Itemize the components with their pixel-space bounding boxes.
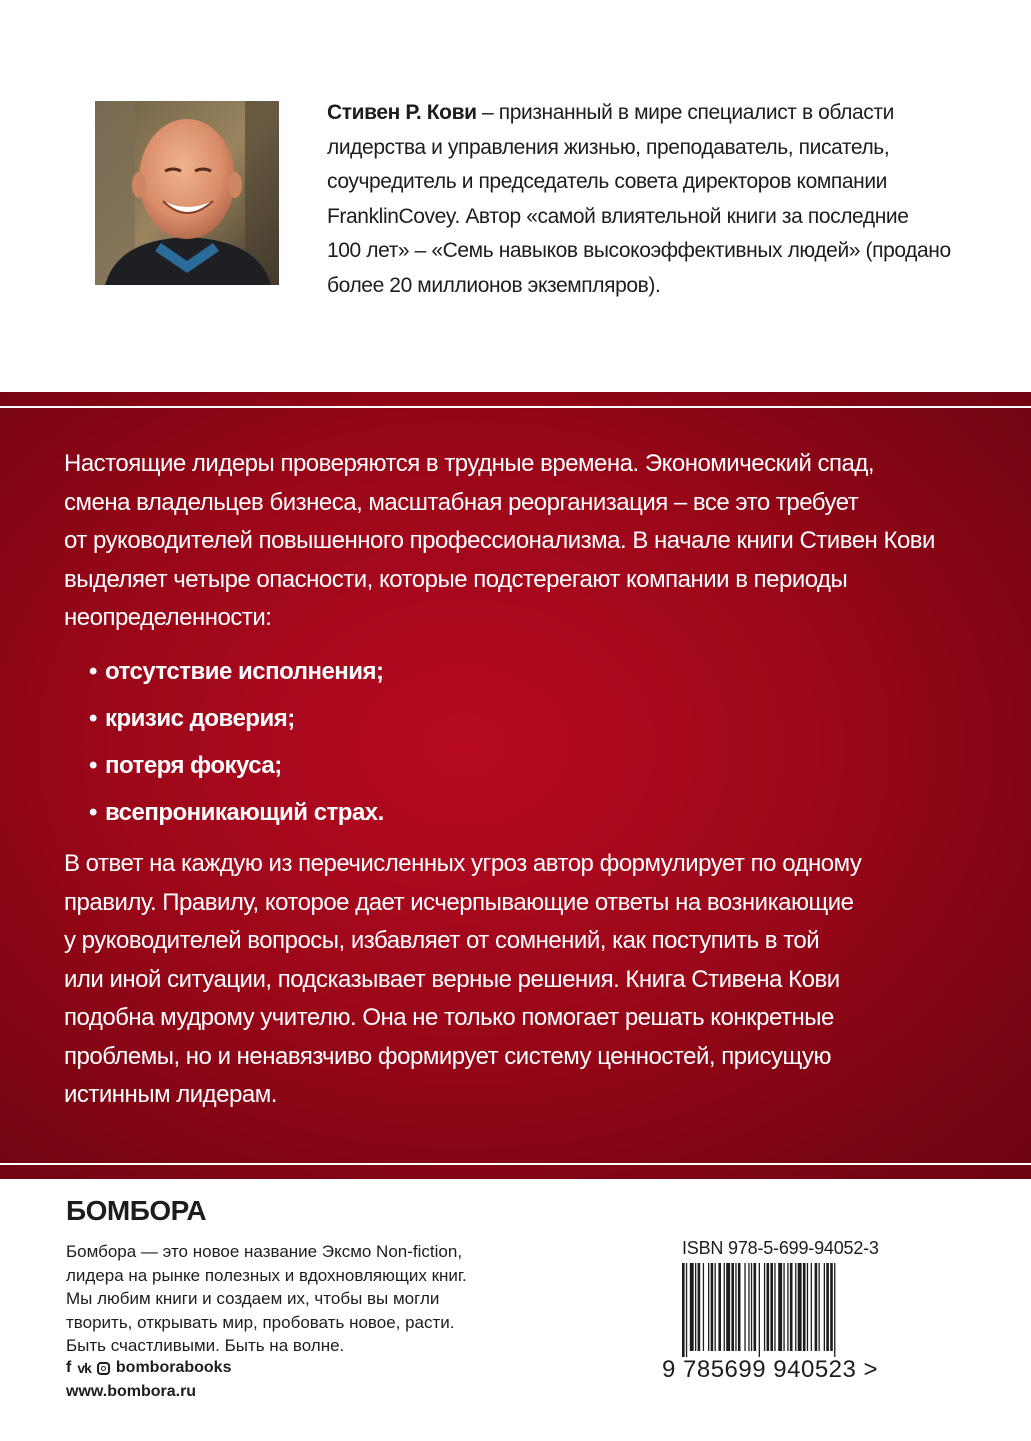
barcode-bar xyxy=(751,1263,752,1351)
author-photo xyxy=(95,101,279,285)
barcode-bar xyxy=(807,1263,808,1351)
author-bio-line: более 20 миллионов экземпляров). xyxy=(327,273,661,297)
publisher-description xyxy=(66,1240,546,1358)
intro-line: от руководителей повышенного профессионализма. В начале книги Стивен Кови xyxy=(64,527,935,554)
barcode-bar xyxy=(834,1263,835,1357)
barcode-bar xyxy=(731,1263,734,1351)
author-bio-line: 100 лет» – «Семь навыков высокоэффективных людей» (продано xyxy=(327,239,951,262)
annotation-band xyxy=(0,392,1031,1179)
publisher-desc-line: Бомбора — это новое название Эксмо Non-fiction, xyxy=(66,1242,463,1261)
author-bio xyxy=(327,96,967,303)
bullet-marker: • xyxy=(89,658,97,685)
intro-line: выделяет четыре опасности, которые подстерегают компании в периоды xyxy=(64,565,848,593)
facebook-icon[interactable]: f xyxy=(66,1359,72,1376)
barcode-bar xyxy=(726,1263,730,1351)
list-item-text: всепроникающий страх. xyxy=(105,799,384,826)
bullet-marker: • xyxy=(89,705,97,732)
author-bio-line: соучредитель и председатель совета директоров компании xyxy=(327,170,888,193)
barcode-bar xyxy=(718,1263,721,1351)
barcode xyxy=(682,1263,882,1357)
list-item xyxy=(89,789,384,836)
conclusion-line: или иной ситуации, подсказывает верные решения. Книга Стивена Кови xyxy=(64,965,840,993)
barcode-bar xyxy=(774,1263,775,1351)
vk-icon[interactable]: vk xyxy=(77,1360,91,1376)
intro-line: Настоящие лидеры проверяются в трудные времена. Экономический спад, xyxy=(64,450,875,477)
conclusion-line: истинным лидерам. xyxy=(64,1081,277,1108)
publisher-desc-line: Мы любим книги и создаем их, чтобы вы могли xyxy=(66,1289,440,1308)
publisher-logo: БОМБОРА xyxy=(66,1195,207,1226)
barcode-bar xyxy=(748,1263,749,1351)
barcode-bar xyxy=(778,1263,782,1351)
barcode-bar xyxy=(711,1263,714,1351)
barcode-bar xyxy=(715,1263,716,1351)
barcode-bar xyxy=(698,1263,701,1351)
barcode-bar xyxy=(764,1263,765,1351)
barcode-bar xyxy=(770,1263,773,1351)
barcode-bar xyxy=(830,1263,833,1351)
band-bottom-rule xyxy=(0,1163,1031,1165)
barcode-bar xyxy=(682,1263,685,1357)
barcode-bar xyxy=(690,1263,694,1351)
publisher-desc-line: Быть счастливыми. Быть на волне. xyxy=(66,1336,345,1355)
barcode-bar xyxy=(824,1263,825,1351)
barcode-bar xyxy=(790,1263,793,1351)
barcode-bar xyxy=(703,1263,704,1351)
intro-line: неопределенности: xyxy=(64,604,272,631)
barcode-bar xyxy=(724,1263,725,1351)
list-item xyxy=(89,695,384,742)
conclusion-line: правилу. Правилу, которое дает исчерпывающие ответы на возникающие xyxy=(64,888,854,916)
instagram-icon[interactable] xyxy=(97,1362,110,1375)
publisher-site[interactable]: www.bombora.ru xyxy=(66,1383,197,1400)
list-item xyxy=(89,742,384,789)
list-item-text: кризис доверия; xyxy=(105,705,295,732)
author-bio-line: FranklinCovey. Автор «самой влиятельной книги за последние xyxy=(327,204,909,228)
dangers-list xyxy=(89,648,384,836)
conclusion-line: подобна мудрому учителю. Она не только помогает решать конкретные xyxy=(64,1004,834,1031)
barcode-bar xyxy=(783,1263,784,1351)
publisher-desc-line: лидера на рынке полезных и вдохновляющих книг. xyxy=(66,1265,467,1285)
band-top-rule xyxy=(0,406,1031,408)
intro-line: смена владельцев бизнеса, масштабная реорганизация – все это требует xyxy=(64,488,859,516)
author-bio-line: – признанный в мире специалист в области xyxy=(476,101,894,124)
barcode-bar xyxy=(754,1263,757,1351)
barcode-bar xyxy=(811,1263,812,1351)
barcode-bar xyxy=(767,1263,770,1351)
barcode-bar xyxy=(815,1263,818,1351)
barcode-bar xyxy=(695,1263,696,1351)
barcode-bar xyxy=(759,1263,760,1357)
barcode-bar xyxy=(686,1263,687,1357)
intro-paragraph xyxy=(64,445,974,638)
list-item-text: отсутствие исполнения; xyxy=(105,658,384,685)
list-item xyxy=(89,648,384,695)
barcode-bar xyxy=(738,1263,741,1351)
barcode-bar xyxy=(826,1263,829,1351)
bullet-marker: • xyxy=(89,752,97,779)
conclusion-line: проблемы, но и ненавязчиво формирует систему ценностей, присущую xyxy=(64,1042,831,1070)
barcode-bar xyxy=(819,1263,820,1351)
barcode-bar xyxy=(708,1263,709,1351)
conclusion-line: у руководителей вопросы, избавляет от сомнений, как поступить в той xyxy=(64,927,820,954)
barcode-bar xyxy=(798,1263,802,1351)
barcode-bar xyxy=(735,1263,736,1351)
barcode-bar xyxy=(795,1263,796,1351)
barcode-digits: 9 785699 940523 > xyxy=(662,1356,879,1383)
social-handle[interactable]: bomborabooks xyxy=(115,1359,232,1376)
barcode-bar xyxy=(787,1263,788,1351)
barcode-bar xyxy=(744,1263,745,1351)
bullet-marker: • xyxy=(89,799,97,826)
publisher-desc-line: творить, открывать мир, пробовать новое, расти. xyxy=(66,1312,455,1332)
conclusion-paragraph xyxy=(64,845,974,1115)
conclusion-line: В ответ на каждую из перечисленных угроз автор формулирует по одному xyxy=(64,850,862,877)
social-links xyxy=(66,1359,231,1377)
barcode-bar xyxy=(803,1263,806,1351)
author-name: Стивен Р. Кови xyxy=(327,101,477,124)
author-bio-line: лидерства и управления жизнью, преподаватель, писатель, xyxy=(327,135,890,159)
isbn-label: ISBN 978-5-699-94052-3 xyxy=(682,1238,879,1258)
list-item-text: потеря фокуса; xyxy=(105,752,282,779)
